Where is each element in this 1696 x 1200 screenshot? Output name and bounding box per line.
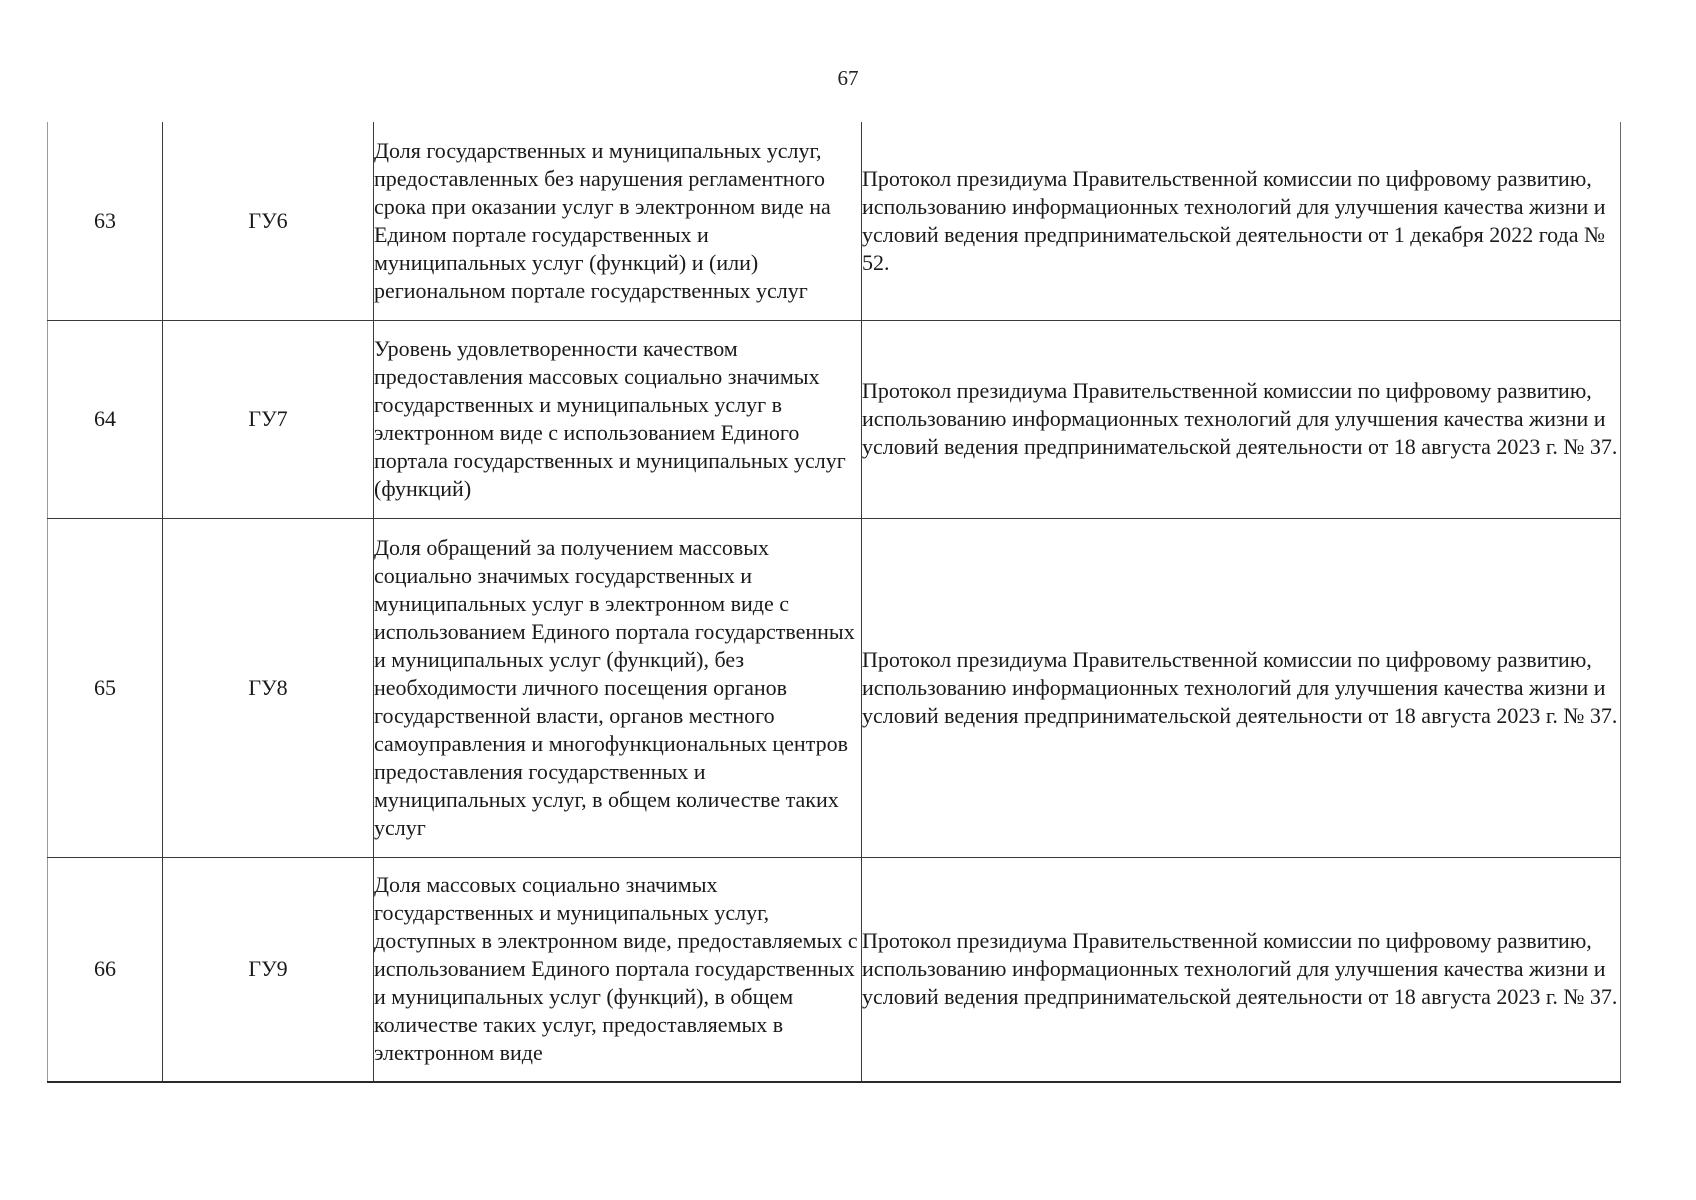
table-row [48, 857, 1621, 1082]
indicator-name-text: Уровень удовлетворенности качеством предоставления массовых социально значимых государственных и муниципальных услуг в электронном виде с использованием Единого портала государственных и муниципальных услуг (функций) [374, 336, 846, 501]
row-number: 63 [48, 122, 163, 320]
legal-basis [862, 857, 1621, 1082]
legal-basis-text: Протокол президиума Правительственной комиссии по цифровому развитию, использованию информационных технологий для улучшения качества жизни и условий ведения предпринимательской деятельности от 18 августа 2023 г. № 37. [862, 378, 1618, 459]
indicator-code: ГУ6 [163, 122, 374, 320]
indicator-table [47, 122, 1621, 1083]
indicator-name [374, 857, 862, 1082]
legal-basis-text: Протокол президиума Правительственной комиссии по цифровому развитию, использованию информационных технологий для улучшения качества жизни и условий ведения предпринимательской деятельности от 1 декабря 2022 года № 52. [862, 165, 1606, 275]
indicator-code: ГУ8 [163, 518, 374, 857]
indicator-name [374, 320, 862, 518]
legal-basis [862, 320, 1621, 518]
legal-basis-text: Протокол президиума Правительственной комиссии по цифровому развитию, использованию информационных технологий для улучшения качества жизни и условий ведения предпринимательской деятельности от 18 августа 2023 г. № 37. [862, 928, 1618, 1010]
indicator-name-text: Доля государственных и муниципальных услуг, предоставленных без нарушения регламентного срока при оказании услуг в электронном виде на Едином портале государственных и муниципальных услуг (функций) и (или) региональном портале государственных услуг [374, 137, 831, 303]
indicator-name-text: Доля массовых социально значимых государственных и муниципальных услуг, доступных в электронном виде, предоставляемых с использованием Единого портала государственных и муниципальных услуг (функций), в общем количестве таких услуг, предоставляемых в электронном виде [374, 872, 858, 1066]
row-number: 66 [48, 857, 163, 1082]
indicator-name-text: Доля обращений за получением массовых социально значимых государственных и муниципальных услуг в электронном виде с использованием Единого портала государственных и муниципальных услуг (функций), без необходимости личного посещения органов государственной власти, органов местного самоуправления и многофункциональных центров предоставления государственных и муниципальных услуг, в общем количестве таких услуг [374, 534, 855, 840]
legal-basis [862, 122, 1621, 320]
row-number: 65 [48, 518, 163, 857]
indicator-code: ГУ7 [163, 320, 374, 518]
table-row [48, 518, 1621, 857]
indicator-name [374, 518, 862, 857]
indicator-name [374, 122, 862, 320]
row-number: 64 [48, 320, 163, 518]
table-row [48, 122, 1621, 320]
legal-basis [862, 518, 1621, 857]
table-row [48, 320, 1621, 518]
indicator-code: ГУ9 [163, 857, 374, 1082]
legal-basis-text: Протокол президиума Правительственной комиссии по цифровому развитию, использованию информационных технологий для улучшения качества жизни и условий ведения предпринимательской деятельности от 18 августа 2023 г. № 37. [862, 646, 1618, 728]
page-number: 67 [837, 66, 859, 90]
